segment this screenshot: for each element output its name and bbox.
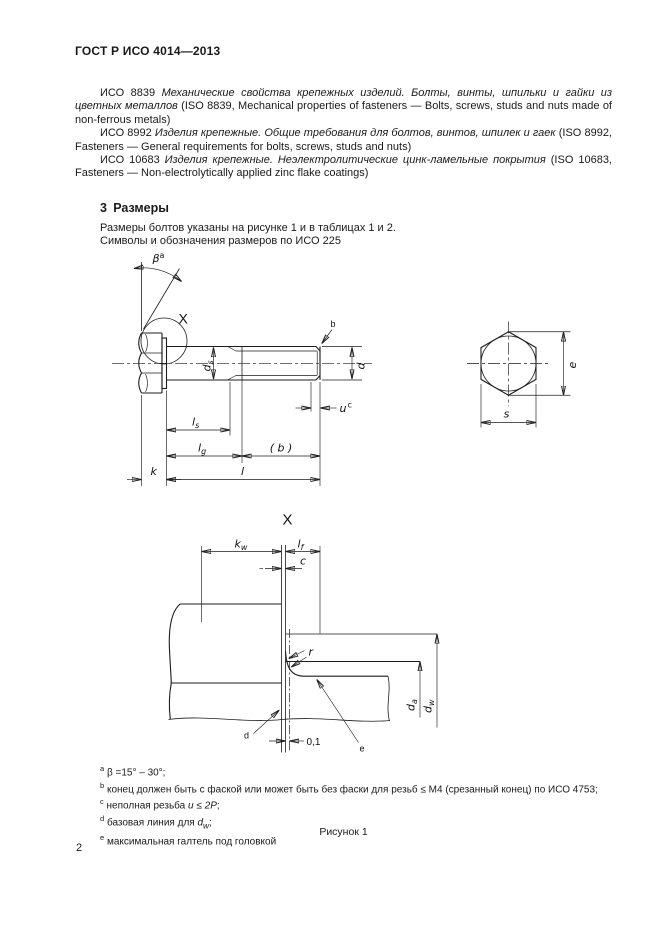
- section-paragraph: Символы и обозначения размеров по ИСО 225: [100, 235, 341, 248]
- reference-item: ИСО 8839 Механические свойства крепежных изделий. Болты, винты, шпильки и гайки из цветных металлов (ISO 8839, Mechanical properties of fasteners — Bolts, screws, studs and nuts made of non-ferrous metals): [75, 87, 612, 126]
- footnote-a: $^a$ β =15° – 30°;: [100, 764, 166, 779]
- dim-label-lg: $l_g$: [198, 441, 207, 456]
- dim-label-b-paren: ( b ): [269, 441, 293, 455]
- footnote-c: $^c$ неполная резьба u ≤ 2P;: [100, 797, 220, 812]
- dim-label-r: r: [308, 645, 314, 659]
- footnote-ref-e: e: [359, 743, 365, 754]
- detail-reference-x: X: [178, 310, 188, 327]
- detail-view-title: X: [282, 511, 293, 529]
- bolt-side-view: [112, 251, 372, 486]
- reference-item: ИСО 8992 Изделия крепежные. Общие требования для болтов, винтов, шпилек и гаек (ISO 8992, Fasteners — General requirements for bolts, screws, studs and nuts): [75, 127, 612, 153]
- section-heading: 3 Размеры: [100, 201, 169, 215]
- dim-label-ds: $d_s$: [200, 360, 215, 372]
- dim-label-l: l: [241, 465, 245, 478]
- dim-label-c: c: [300, 554, 307, 568]
- dim-label-da: $d_a$: [404, 699, 419, 711]
- dim-label-k: k: [150, 465, 157, 478]
- footnote-d: $^d$ базовая линия для $d_w$;: [100, 814, 212, 831]
- document-title: ГОСТ Р ИСО 4014—2013: [75, 44, 221, 58]
- dim-label-s: s: [503, 407, 510, 421]
- reference-item: ИСО 10683 Изделия крепежные. Неэлектролитические цинк-ламельные покрытия (ISO 10683, Fasteners — Non-electrolytically applied zinc flake coatings): [75, 154, 612, 180]
- dim-label-beta: $\beta^a$: [152, 251, 165, 265]
- page-number: 2: [76, 842, 83, 854]
- dim-label-d: d: [354, 362, 368, 370]
- footnote-e: $^e$ максимальная галтель под головкой: [100, 832, 277, 848]
- footnote-ref-b: b: [330, 319, 336, 329]
- dim-label-kw: $k_w$: [234, 537, 248, 552]
- dim-label-ls: $l_s$: [192, 415, 200, 430]
- footnote-b: $^b$ конец должен быть с фаской или может быть без фаски для резьб ≤ М4 (срезанный конец) по ИСО 4753;: [100, 780, 598, 796]
- dim-label-e: e: [566, 361, 579, 369]
- dim-label-lf: $l_f$: [297, 537, 304, 552]
- section-paragraph: Размеры болтов указаны на рисунке 1 и в таблицах 1 и 2.: [100, 222, 396, 234]
- underhead-detail-view: [169, 512, 438, 754]
- footnote-ref-d: d: [244, 730, 250, 741]
- dim-label-tolerance: 0,1: [306, 737, 321, 748]
- dim-label-u: $u^c$: [339, 400, 352, 415]
- hex-head-end-view: [467, 322, 579, 428]
- dim-label-dw: $d_w$: [421, 699, 436, 713]
- figure-caption: Рисунок 1: [319, 826, 368, 838]
